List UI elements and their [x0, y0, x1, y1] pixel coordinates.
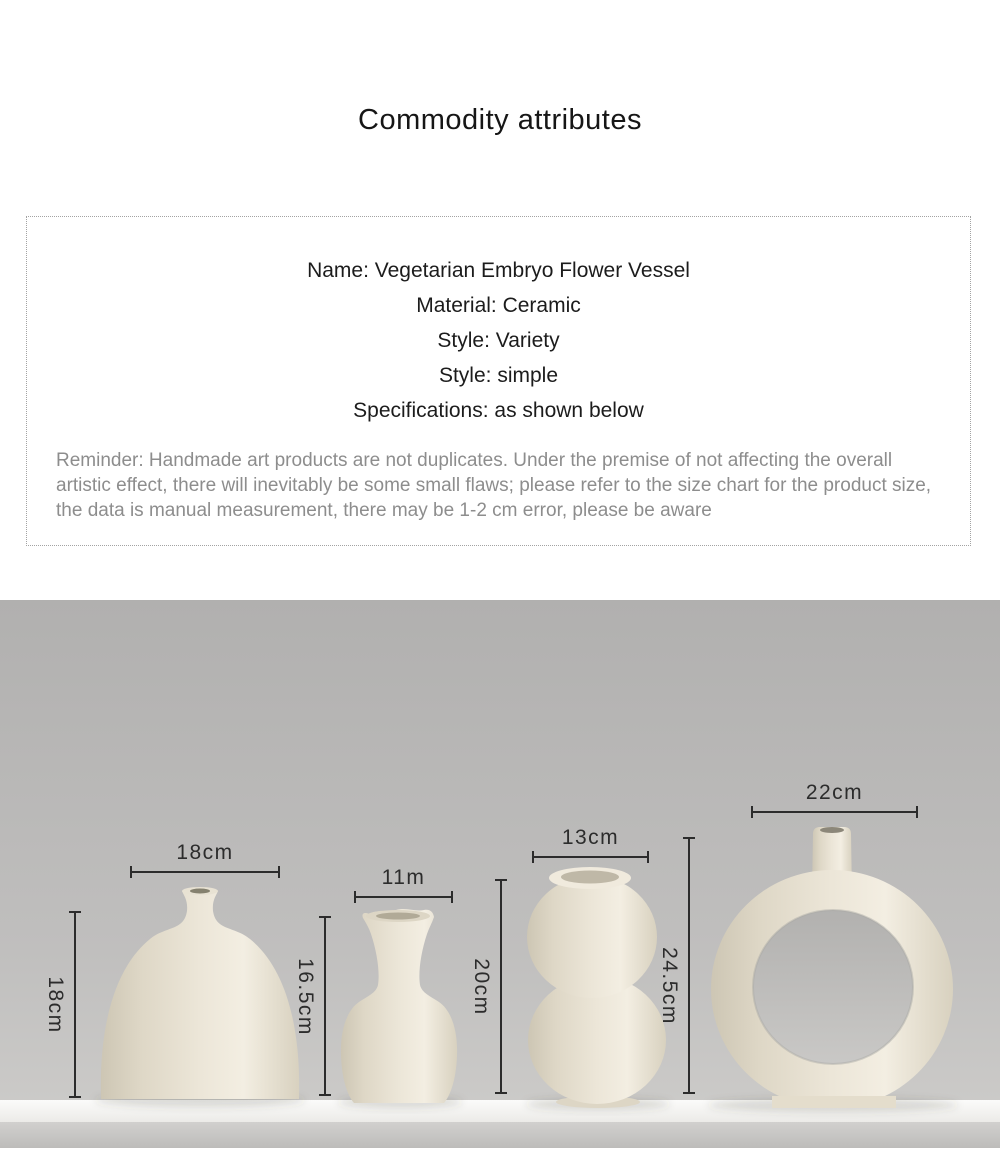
dome-vase-opening — [190, 889, 210, 894]
height-dimension-vase-3 — [470, 880, 502, 1093]
ring-vase-base — [772, 1096, 896, 1108]
table-front-edge — [0, 1122, 1000, 1148]
attribute-specs: Specifications: as shown below — [353, 399, 644, 422]
width-label-vase-2: 11m — [381, 866, 426, 889]
width-dimension-vase-2 — [355, 866, 452, 898]
width-label-vase-3: 13cm — [561, 826, 620, 849]
attribute-name: Name: Vegetarian Embryo Flower Vessel — [307, 259, 690, 282]
bottle-vase-opening — [376, 913, 420, 920]
width-dimension-vase-1 — [131, 841, 279, 873]
height-dimension-vase-4 — [658, 838, 690, 1093]
gourd-vase-opening — [561, 871, 619, 884]
height-label-vase-2: 16.5cm — [294, 958, 317, 1037]
height-label-vase-3: 20cm — [470, 957, 493, 1016]
height-dimension-vase-1 — [44, 912, 76, 1097]
attributes-box — [26, 216, 971, 546]
height-label-vase-4: 24.5cm — [658, 946, 681, 1025]
reminder-text: Reminder: Handmade art products are not duplicates. Under the premise of not affecting the overall artistic effect, there will inevitably be some small flaws; please refer to the size chart for the product size, the data is manual measurement, there may be 1-2 cm error, please be aware — [56, 450, 932, 521]
ring-vase-hole — [753, 910, 913, 1064]
height-label-vase-1: 18cm — [44, 975, 67, 1034]
height-dimension-vase-2 — [294, 917, 326, 1095]
attribute-style-simple: Style: simple — [438, 364, 559, 387]
width-dimension-vase-3 — [533, 826, 648, 858]
width-dimension-vase-4 — [752, 781, 917, 813]
attribute-list — [27, 217, 970, 428]
page-title: Commodity attributes — [358, 104, 642, 136]
attribute-material: Material: Ceramic — [416, 294, 581, 317]
width-label-vase-1: 18cm — [176, 841, 234, 864]
width-label-vase-4: 22cm — [805, 781, 864, 804]
product-photo — [0, 600, 1000, 1148]
ring-vase-opening — [820, 827, 844, 833]
attribute-style-variety: Style: Variety — [437, 329, 560, 352]
